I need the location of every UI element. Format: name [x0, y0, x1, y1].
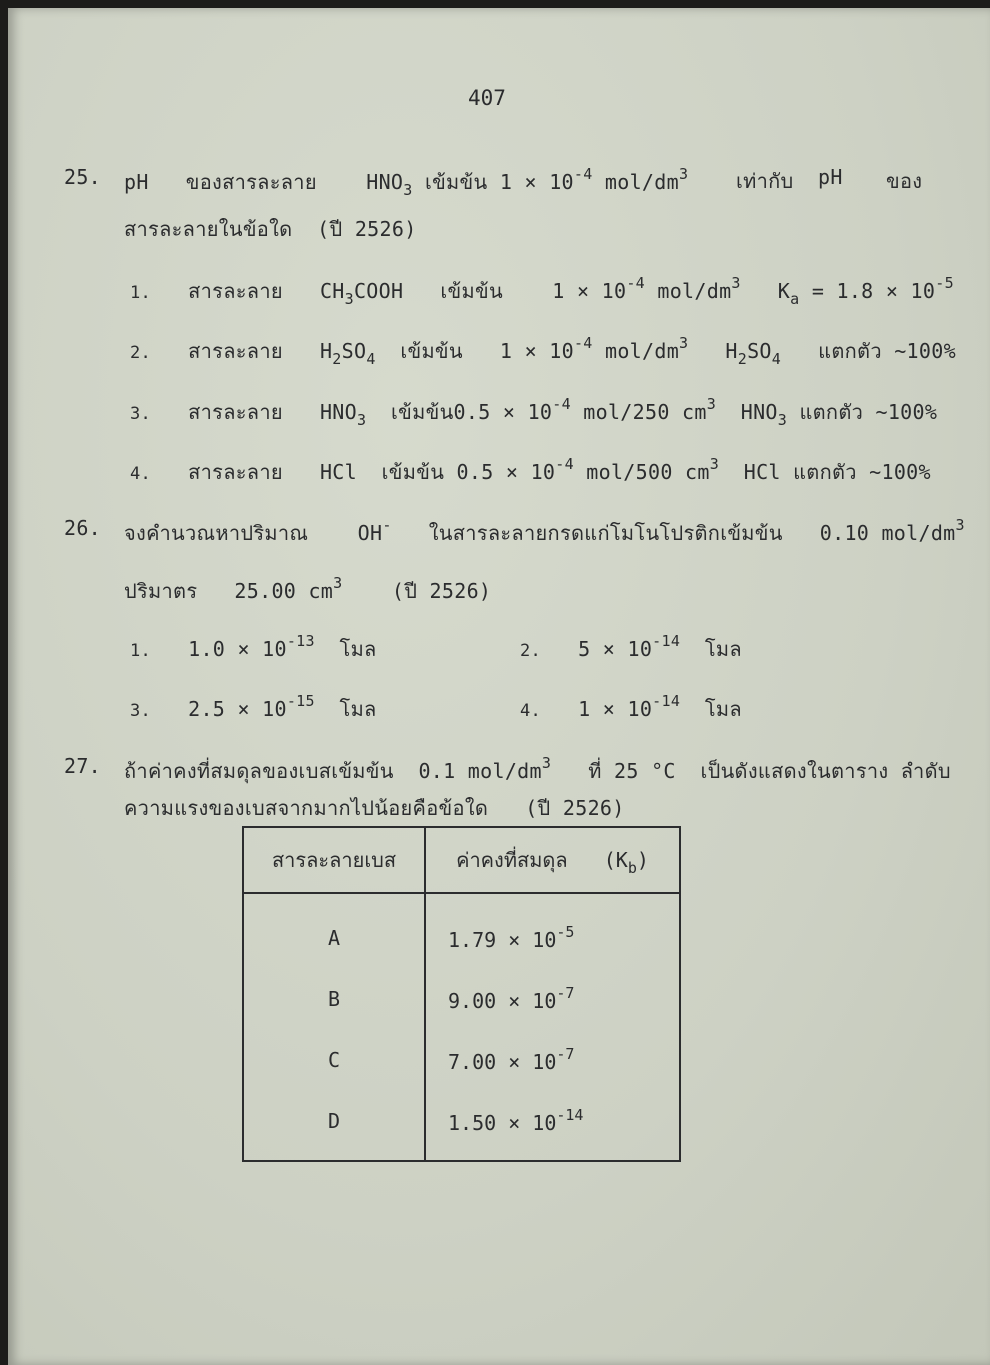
kb-cell	[425, 1029, 680, 1090]
formula: HNO	[740, 400, 778, 424]
option-number: 2.	[130, 343, 152, 363]
subscript: 3	[344, 290, 354, 308]
formula: HNO	[319, 400, 357, 424]
superscript: 3	[706, 395, 717, 413]
value: 1 × 10	[578, 697, 653, 721]
stem-line-2	[124, 792, 625, 824]
superscript: -4	[573, 165, 593, 183]
superscript: -	[382, 516, 392, 534]
value: 1 × 10	[552, 279, 627, 303]
option-text: เข้มข้น	[440, 279, 503, 303]
kb-cell	[425, 893, 680, 968]
unit: mol/dm	[604, 170, 679, 194]
table-row	[243, 893, 680, 968]
header-base: สารละลายเบส	[243, 827, 425, 893]
option-1	[130, 274, 954, 308]
question-number: 27.	[64, 754, 102, 778]
option-text: สารละลาย	[188, 279, 283, 303]
base-cell: A	[327, 925, 341, 950]
stem-line-2	[124, 574, 491, 607]
option-2	[520, 632, 742, 665]
stem-part: ในสารละลายกรดแก่โมโนโปรติกเข้มข้น	[428, 521, 783, 545]
value: 1 × 10	[499, 339, 574, 363]
option-text: สารละลาย	[188, 400, 283, 424]
year-tag: (ปี 2526)	[317, 217, 417, 241]
option-text: สารละลาย	[188, 339, 283, 363]
option-3	[130, 395, 937, 429]
base-cell: C	[327, 1047, 341, 1072]
unit: โมล	[339, 697, 377, 721]
option-number: 1.	[130, 283, 152, 303]
superscript: 3	[731, 274, 741, 292]
value: 1.50 × 10	[448, 1111, 557, 1135]
value: 9.00 × 10	[448, 989, 557, 1013]
option-number: 1.	[130, 641, 152, 661]
stem-part: ความแรงของเบสจากมากไปน้อยคือข้อใด	[124, 796, 489, 820]
stem-part: ของสารละลาย	[185, 170, 317, 194]
value: เข้มข้น 0.5 × 10	[381, 460, 556, 484]
stem-part: pH	[818, 165, 843, 189]
formula: COOH	[353, 279, 404, 303]
question-number: 26.	[64, 516, 102, 540]
stem-part: ถ้าค่าคงที่สมดุลของเบสเข้มข้น	[124, 759, 394, 783]
stem-line-2	[124, 213, 417, 245]
stem-part: สารละลายในข้อใด	[124, 217, 293, 241]
stem-part: เข้มข้น 1 × 10	[424, 170, 574, 194]
superscript: 3	[679, 334, 689, 352]
option-text: แตกตัว ~100%	[799, 400, 938, 424]
superscript: 3	[955, 516, 965, 534]
stem-part: ที่ 25 °C	[588, 759, 676, 783]
option-1	[130, 632, 377, 665]
subscript: 2	[737, 350, 748, 368]
formula: HCl	[319, 460, 357, 484]
option-number: 3.	[130, 404, 152, 424]
option-number: 4.	[520, 701, 542, 721]
value: 2.5 × 10	[188, 697, 287, 721]
value: 7.00 × 10	[448, 1050, 557, 1074]
stem-part: ปริมาตร	[124, 579, 198, 603]
value: 1.0 × 10	[188, 637, 287, 661]
value: เข้มข้น0.5 × 10	[391, 400, 553, 424]
superscript: 3	[678, 165, 689, 183]
kb-cell	[425, 1090, 680, 1161]
table-header-row	[243, 827, 680, 893]
superscript: -4	[626, 274, 646, 292]
formula: H	[319, 339, 333, 363]
stem-part: เท่ากับ	[736, 169, 794, 193]
formula: OH	[357, 521, 383, 545]
unit: mol/dm	[657, 279, 732, 303]
stem-part: จงคำนวณหาปริมาณ	[124, 521, 309, 545]
stem-part: เป็นดังแสดงในตาราง ลำดับ	[700, 759, 951, 783]
header-kb	[425, 827, 680, 893]
value: 5 × 10	[578, 637, 653, 661]
subscript: 3	[356, 411, 367, 429]
superscript: -5	[935, 274, 954, 292]
superscript: -7	[556, 1045, 575, 1063]
symbol: )	[636, 847, 649, 872]
subscript: 4	[771, 350, 782, 368]
formula: CH	[319, 279, 345, 303]
symbol: K	[777, 279, 791, 303]
option-text: แตกตัว ~100%	[818, 339, 956, 363]
stem-text	[124, 165, 688, 199]
value: 1.79 × 10	[448, 928, 557, 952]
formula: H	[725, 339, 738, 363]
option-3	[130, 692, 377, 725]
year-tag: (ปี 2526)	[525, 796, 625, 820]
symbol: (K	[603, 847, 628, 872]
subscript: a	[790, 290, 800, 308]
kb-table	[242, 826, 681, 1162]
header-label: ค่าคงที่สมดุล	[456, 847, 568, 872]
superscript: -15	[286, 692, 315, 710]
option-number: 2.	[520, 641, 542, 661]
base-cell: B	[327, 986, 341, 1011]
unit: โมล	[704, 637, 742, 661]
formula: HNO	[366, 170, 404, 194]
superscript: 3	[709, 455, 720, 473]
superscript: -14	[652, 692, 681, 710]
superscript: -4	[555, 455, 574, 473]
option-2	[130, 334, 956, 368]
subscript: 3	[403, 181, 413, 199]
unit: mol/dm	[604, 339, 680, 363]
superscript: -14	[556, 1106, 584, 1124]
superscript: -4	[573, 334, 593, 352]
value: 0.1 mol/dm	[418, 759, 542, 783]
superscript: -13	[286, 632, 315, 650]
superscript: -14	[652, 632, 681, 650]
superscript: -7	[556, 984, 575, 1002]
stem-part: pH	[124, 170, 149, 194]
kb-cell	[425, 968, 680, 1029]
superscript: -4	[552, 395, 571, 413]
document-page	[8, 8, 990, 1365]
unit: mol/500 cm	[586, 460, 710, 484]
unit: โมล	[339, 637, 377, 661]
option-4	[520, 692, 742, 725]
unit: mol/250 cm	[583, 400, 707, 424]
option-text: สารละลาย	[188, 460, 283, 484]
value: 25.00 cm	[234, 579, 334, 603]
value: = 1.8 × 10	[811, 279, 936, 303]
option-text: HCl แตกตัว ~100%	[743, 460, 931, 484]
table-row	[243, 1029, 680, 1090]
superscript: -5	[556, 923, 575, 941]
option-number: 3.	[130, 701, 152, 721]
subscript: 4	[366, 350, 376, 368]
stem-part: ของ	[886, 169, 923, 193]
base-cell: D	[327, 1108, 341, 1133]
table-row	[243, 968, 680, 1029]
superscript: 3	[333, 574, 343, 592]
option-number: 4.	[130, 464, 152, 484]
option-text: เข้มข้น	[400, 339, 463, 363]
subscript: 2	[332, 350, 342, 368]
value: 0.10 mol/dm	[819, 521, 956, 545]
option-4	[130, 455, 931, 488]
page-number: 407	[468, 86, 506, 110]
subscript: b	[627, 858, 637, 877]
question-number: 25.	[64, 165, 102, 189]
subscript: 3	[777, 411, 788, 429]
year-tag: (ปี 2526)	[391, 579, 492, 603]
superscript: 3	[541, 754, 552, 772]
formula: SO	[341, 339, 367, 363]
table-row	[243, 1090, 680, 1161]
stem-text	[124, 516, 965, 549]
unit: โมล	[704, 697, 742, 721]
stem-text	[124, 754, 951, 787]
formula: SO	[747, 339, 772, 363]
